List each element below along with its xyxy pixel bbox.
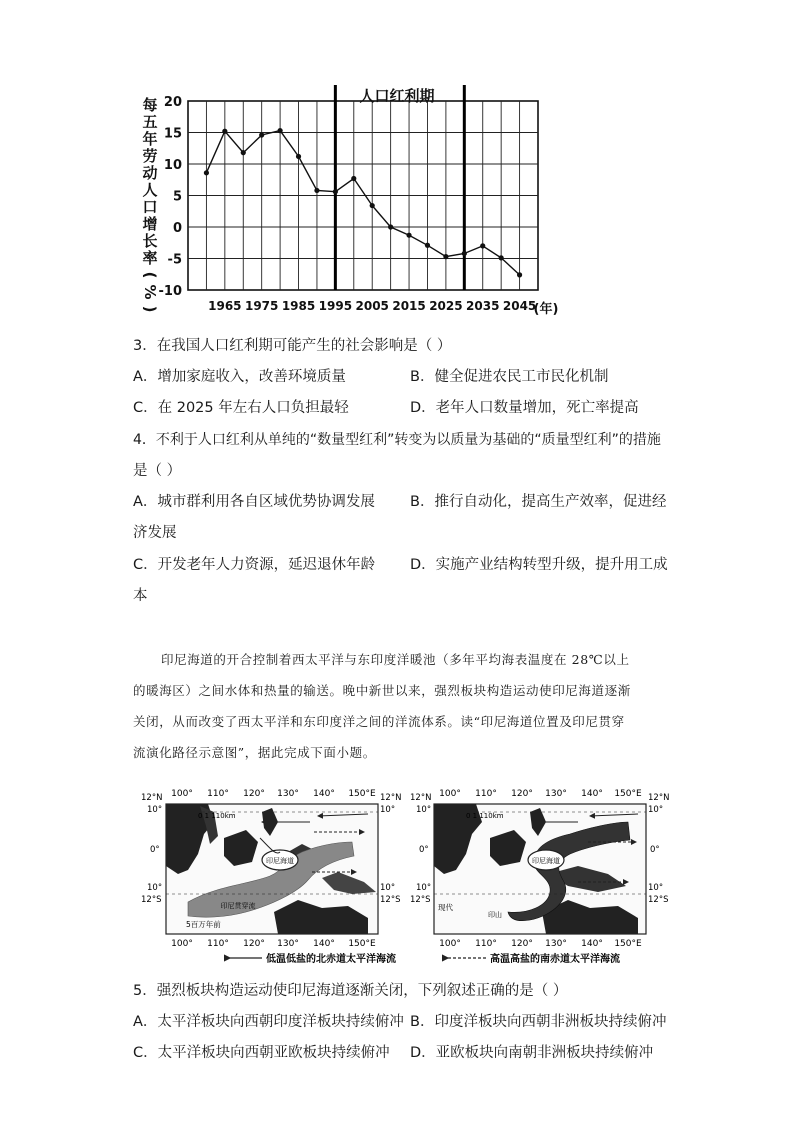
left-lon-120: 120°: [243, 789, 265, 799]
left-lon-130-bottom: 130°: [277, 939, 299, 949]
left-flow-label: 印尼贯穿流: [220, 902, 256, 910]
data-point: [425, 243, 430, 248]
q4-stem-line2: 是（ ）: [133, 463, 182, 479]
y-tick-label: -10: [158, 284, 182, 299]
left-lat-12n-right: 12°N: [380, 793, 402, 803]
left-era-label: 5百万年前: [186, 920, 221, 929]
data-point: [351, 176, 356, 181]
right-lon-150: 150°E: [614, 789, 642, 799]
map-legend: [230, 952, 620, 965]
left-lon-100: 100°: [171, 789, 193, 799]
y-label-char: 口: [142, 198, 158, 216]
right-lat-0-right: 0°: [650, 845, 660, 855]
y-tick-label: 0: [172, 221, 182, 236]
right-scale-label: 0 1 110km: [466, 812, 504, 820]
data-point: [499, 255, 504, 260]
data-point: [204, 170, 209, 175]
left-lat-10s-right: 10°: [380, 883, 396, 893]
left-lat-12n: 12°N: [141, 793, 163, 803]
left-lon-120-bottom: 120°: [243, 939, 265, 949]
map-five-million-years-ago: [141, 789, 401, 949]
passage-line1: 印尼海道的开合控制着西太平洋与东印度洋暖池（多年平均海表温度在 28℃以上: [161, 652, 630, 667]
y-label-char: 五: [142, 113, 158, 131]
right-lat-12n: 12°N: [410, 793, 432, 803]
y-tick-label: 10: [163, 158, 182, 173]
q4-option-d-line2: 本: [133, 588, 148, 604]
left-lon-140: 140°: [313, 789, 335, 799]
data-point: [388, 224, 393, 229]
y-label-char: %: [141, 284, 159, 300]
x-tick-label: 1995: [318, 299, 353, 313]
data-point: [406, 233, 411, 238]
right-lon-100-bottom: 100°: [439, 939, 461, 949]
dividend-period-dividers: [335, 85, 464, 290]
x-tick-label: 2015: [392, 299, 426, 313]
q3-stem: 3．在我国人口红利期可能产生的社会影响是（ ）: [133, 338, 452, 354]
right-lon-130-bottom: 130°: [545, 939, 567, 949]
passage-line2: 的暖海区）之间水体和热量的输送。晚中新世以来，强烈板块构造运动使印尼海道逐渐: [133, 683, 631, 698]
right-lon-140: 140°: [581, 789, 603, 799]
data-point: [517, 272, 522, 277]
x-tick-label: 2025: [429, 299, 463, 313]
x-tick-label: 1965: [208, 299, 242, 313]
x-tick-label: 1975: [244, 299, 279, 313]
q5-option-c: C．太平洋板块向西朝亚欧板块持续俯冲: [133, 1045, 390, 1061]
x-tick-label: 1985: [281, 299, 316, 313]
x-tick-label: 2035: [466, 299, 500, 313]
y-axis-label: [141, 96, 159, 312]
x-axis-label: (年): [533, 302, 559, 317]
left-lat-12s: 12°S: [141, 895, 162, 905]
y-tick-label: 15: [163, 126, 182, 142]
left-lon-110-bottom: 110°: [207, 939, 229, 949]
left-lon-100-bottom: 100°: [171, 939, 193, 949]
left-lon-130: 130°: [277, 789, 299, 799]
right-lat-0: 0°: [419, 845, 429, 855]
y-label-char: 年: [142, 130, 158, 148]
left-lon-110: 110°: [207, 789, 229, 799]
right-lon-100: 100°: [439, 789, 461, 799]
data-point: [480, 243, 485, 248]
right-other-label: 印山: [488, 911, 502, 919]
q5-option-b: B．印度洋板块向西朝非洲板块持续俯冲: [410, 1014, 667, 1030]
y-tick-label: -5: [167, 252, 182, 268]
right-lon-150-bottom: 150°E: [614, 939, 642, 949]
left-lat-10n: 10°: [147, 805, 163, 815]
chart-grid: [188, 101, 538, 290]
y-label-char: 动: [142, 164, 158, 182]
left-scale-label: 0 1 110km: [198, 812, 236, 820]
passage-line4: 流演化路径示意图”，据此完成下面小题。: [133, 745, 376, 760]
data-point: [296, 154, 301, 159]
q3-option-d: D．老年人口数量增加，死亡率提高: [410, 400, 639, 416]
left-lat-10s: 10°: [147, 883, 163, 893]
data-point: [278, 128, 283, 133]
labor-growth-chart: [140, 82, 570, 322]
right-lat-12s-right: 12°S: [648, 895, 669, 905]
data-point: [314, 188, 319, 193]
legend-dashed-label: 高温高盐的南赤道太平洋海流: [490, 954, 620, 965]
right-strait-label: 印尼海道: [532, 857, 560, 865]
series-line: [206, 131, 519, 275]
y-label-char: 增: [142, 215, 158, 233]
x-tick-label: 2045: [502, 299, 537, 313]
right-lat-12n-right: 12°N: [648, 793, 670, 803]
right-era-label: 现代: [438, 903, 453, 912]
left-lat-10n-right: 10°: [380, 805, 396, 815]
y-tick-label: 5: [172, 189, 182, 205]
data-point: [241, 150, 246, 155]
y-label-char: ): [141, 305, 159, 313]
y-label-char: (: [141, 271, 159, 279]
left-lat-12s-right: 12°S: [380, 895, 401, 905]
left-lat-0: 0°: [150, 845, 160, 855]
q3-option-b: B．健全促进农民工市民化机制: [410, 369, 609, 385]
y-label-char: 人: [142, 181, 158, 199]
map-modern: [410, 789, 669, 949]
y-label-char: 劳: [142, 147, 158, 165]
left-strait-label: 印尼海道: [266, 857, 294, 865]
q4-option-b-line2: 济发展: [133, 525, 177, 541]
right-lat-10n-right: 10°: [648, 805, 664, 815]
q5-option-d: D．亚欧板块向南朝非洲板块持续俯冲: [410, 1045, 654, 1061]
data-point: [222, 129, 227, 134]
data-point: [462, 251, 467, 256]
data-point: [443, 254, 448, 259]
right-lon-120-bottom: 120°: [511, 939, 533, 949]
q4-option-d-line1: D．实施产业结构转型升级，提升用工成: [410, 557, 668, 573]
passage-line3: 关闭，从而改变了西太平洋和东印度洋之间的洋流体系。读“印尼海道位置及印尼贯穿: [133, 714, 625, 729]
right-lon-110-bottom: 110°: [475, 939, 497, 949]
right-lat-10n: 10°: [416, 805, 432, 815]
right-lat-10s-right: 10°: [648, 883, 664, 893]
q3-option-c: C．在 2025 年左右人口负担最轻: [133, 400, 349, 416]
left-lon-150: 150°E: [348, 789, 376, 799]
q3-option-a: A．增加家庭收入，改善环境质量: [133, 369, 346, 385]
left-lon-150-bottom: 150°E: [348, 939, 376, 949]
data-point: [370, 203, 375, 208]
y-label-char: 长: [142, 232, 158, 250]
data-point: [259, 132, 264, 137]
legend-solid-label: 低温低盐的北赤道太平洋海流: [266, 954, 396, 965]
right-lon-140-bottom: 140°: [581, 939, 603, 949]
right-lat-10s: 10°: [416, 883, 432, 893]
right-lon-130: 130°: [545, 789, 567, 799]
y-label-char: 每: [142, 96, 158, 114]
left-lon-140-bottom: 140°: [313, 939, 335, 949]
y-label-char: 率: [142, 249, 158, 267]
q5-stem: 5．强烈板块构造运动使印尼海道逐渐关闭，下列叙述正确的是（ ）: [133, 983, 568, 999]
growth-series: [204, 128, 522, 277]
right-lon-110: 110°: [475, 789, 497, 799]
q4-option-c: C．开发老年人力资源，延迟退休年龄: [133, 557, 376, 573]
data-point: [333, 189, 338, 194]
right-lat-12s: 12°S: [410, 895, 431, 905]
q4-option-b-line1: B．推行自动化，提高生产效率，促进经: [410, 494, 667, 510]
q5-option-a: A．太平洋板块向西朝印度洋板块持续俯冲: [133, 1014, 404, 1030]
q4-stem-line1: 4．不利于人口红利从单纯的“数量型红利”转变为以质量为基础的“质量型红利”的措施: [133, 432, 661, 448]
right-lon-120: 120°: [511, 789, 533, 799]
q4-option-a: A．城市群利用各自区域优势协调发展: [133, 494, 375, 510]
indonesian-seaway-map-figure: [138, 782, 683, 967]
x-tick-label: 2005: [355, 299, 389, 313]
y-tick-label: 20: [163, 95, 182, 110]
chart-title: 人口红利期: [359, 87, 435, 105]
